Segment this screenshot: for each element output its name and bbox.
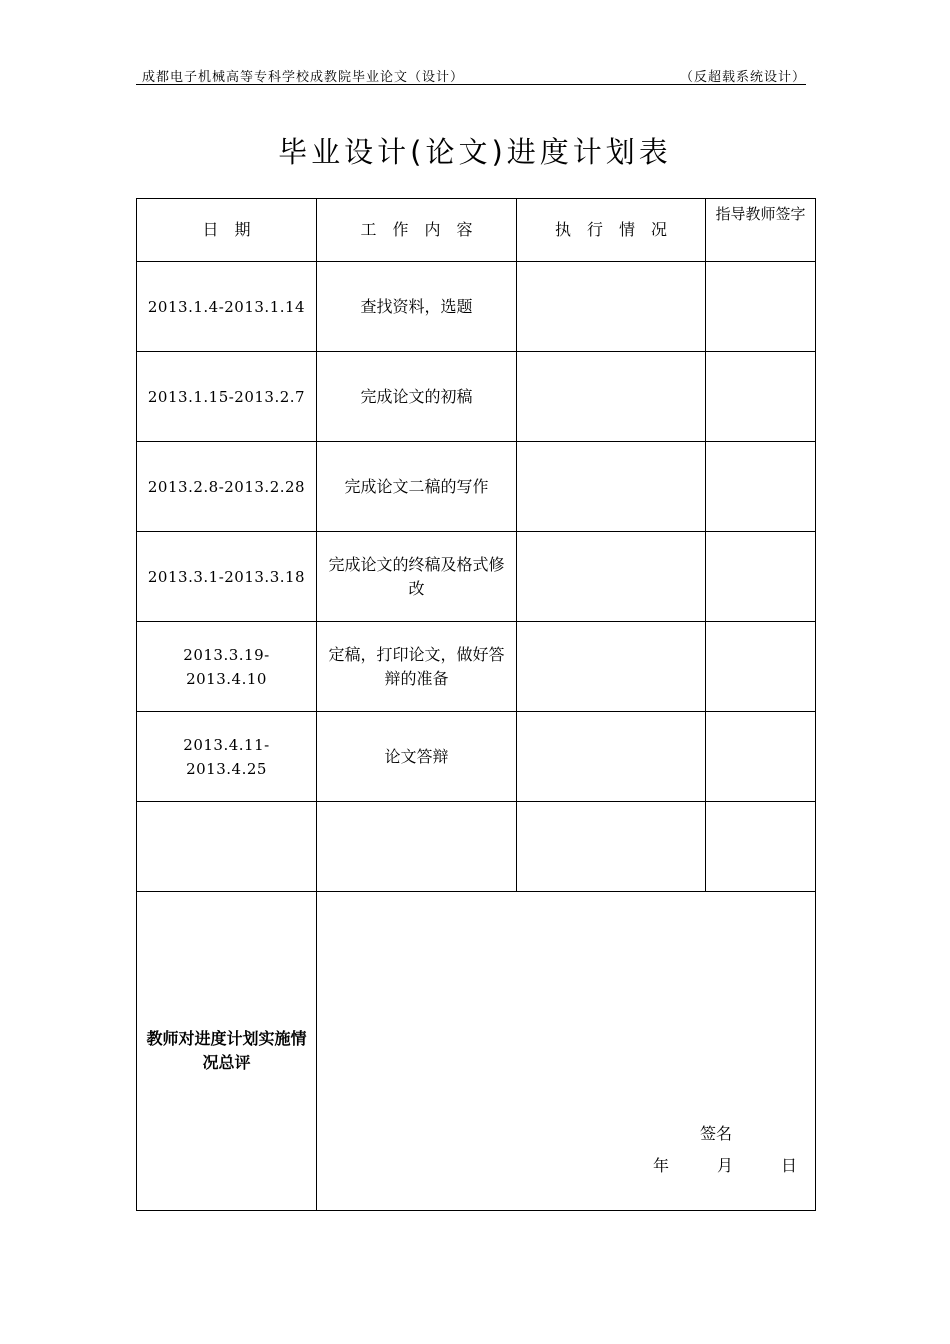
- table-row: [137, 442, 816, 532]
- row-signature[interactable]: [706, 442, 816, 532]
- row-signature[interactable]: [706, 352, 816, 442]
- column-header-signature: 指导教师签字: [706, 199, 816, 262]
- row-date: 2013.2.8-2013.2.28: [137, 442, 317, 532]
- table-row: [137, 532, 816, 622]
- row-execution[interactable]: [517, 532, 706, 622]
- table-row: [137, 712, 816, 802]
- row-signature[interactable]: [706, 622, 816, 712]
- column-header-work: 工 作 内 容: [317, 199, 517, 262]
- table-row: [137, 352, 816, 442]
- row-work: 定稿，打印论文，做好答辩的准备: [317, 622, 517, 712]
- table-row: [137, 622, 816, 712]
- row-execution[interactable]: [517, 802, 706, 892]
- row-execution[interactable]: [517, 712, 706, 802]
- column-header-date: 日 期: [137, 199, 317, 262]
- signature-label: 签名: [700, 1124, 733, 1143]
- row-work: 论文答辩: [317, 712, 517, 802]
- row-signature[interactable]: [706, 802, 816, 892]
- row-execution[interactable]: [517, 442, 706, 532]
- header-topic: （反超载系统设计）: [679, 70, 806, 85]
- summary-row: [137, 892, 816, 1211]
- date-line: 年 月 日: [653, 1156, 798, 1175]
- row-work: 完成论文二稿的写作: [317, 442, 517, 532]
- row-date[interactable]: [137, 802, 317, 892]
- row-work: 查找资料，选题: [317, 262, 517, 352]
- summary-label: 教师对进度计划实施情况总评: [137, 892, 317, 1211]
- page-title: 毕业设计(论文)进度计划表: [278, 135, 672, 169]
- running-header: [136, 64, 806, 85]
- row-date: 2013.3.1-2013.3.18: [137, 532, 317, 622]
- header-school-title: 成都电子机械高等专科学校成教院毕业论文（设计）: [142, 70, 465, 85]
- row-signature[interactable]: [706, 532, 816, 622]
- row-date: 2013.4.11-2013.4.25: [137, 712, 317, 802]
- row-date: 2013.3.19-2013.4.10: [137, 622, 317, 712]
- row-date: 2013.1.4-2013.1.14: [137, 262, 317, 352]
- row-signature[interactable]: [706, 712, 816, 802]
- row-work[interactable]: [317, 802, 517, 892]
- row-execution[interactable]: [517, 622, 706, 712]
- row-execution[interactable]: [517, 262, 706, 352]
- table-row: [137, 262, 816, 352]
- column-header-execution: 执 行 情 况: [517, 199, 706, 262]
- row-signature[interactable]: [706, 262, 816, 352]
- row-work: 完成论文的终稿及格式修改: [317, 532, 517, 622]
- table-row-empty: [137, 802, 816, 892]
- row-execution[interactable]: [517, 352, 706, 442]
- schedule-table: [136, 198, 816, 1211]
- row-date: 2013.1.15-2013.2.7: [137, 352, 317, 442]
- summary-content[interactable]: [317, 892, 816, 1211]
- table-header-row: [137, 199, 816, 262]
- row-work: 完成论文的初稿: [317, 352, 517, 442]
